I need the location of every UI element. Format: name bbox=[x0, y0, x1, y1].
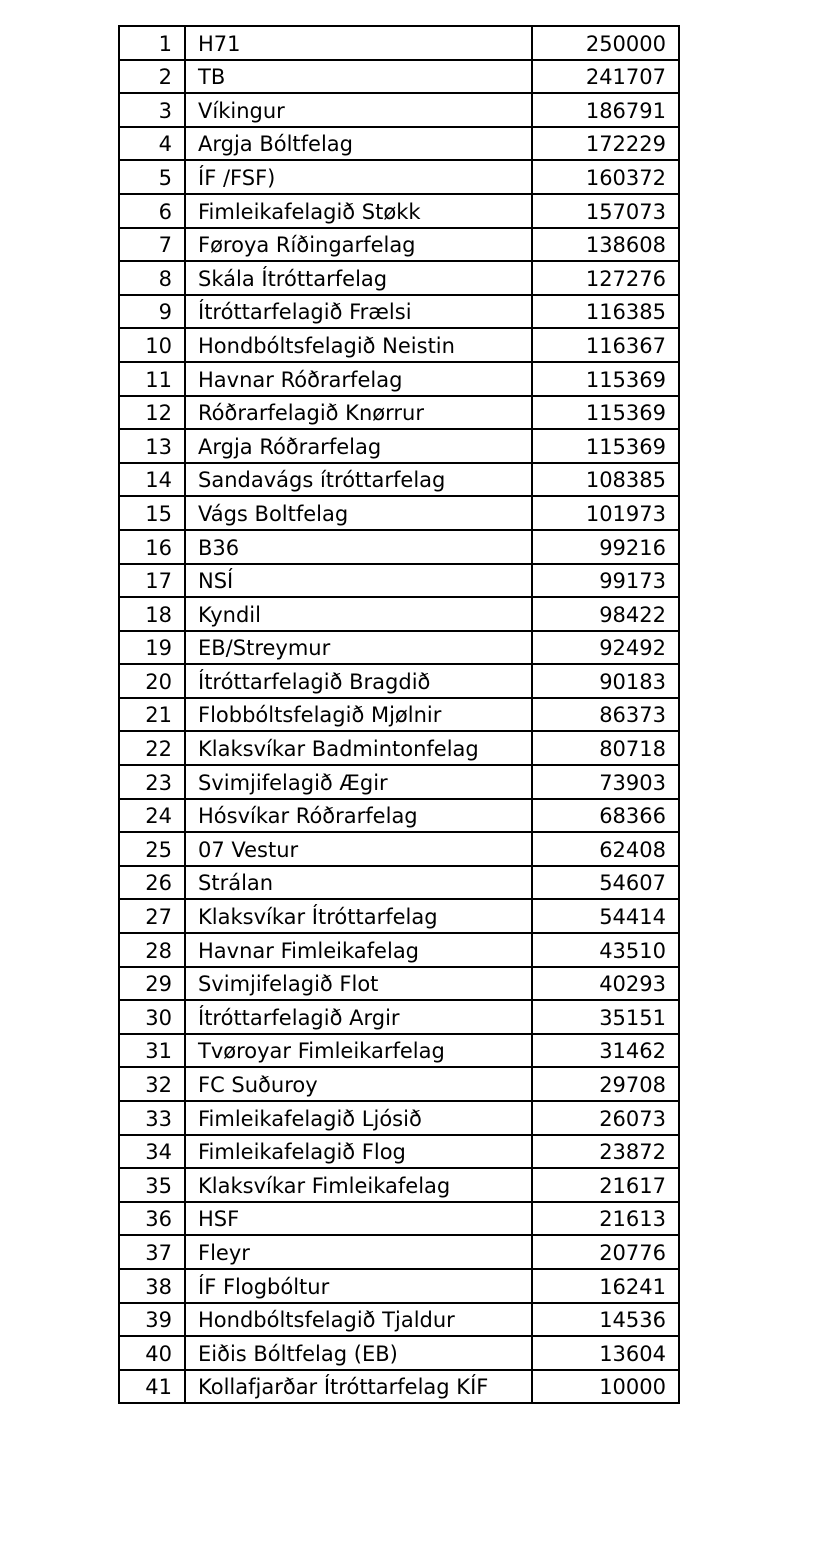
rank-cell bbox=[119, 765, 185, 799]
table-row bbox=[119, 1000, 679, 1034]
amount-cell-text: 73903 bbox=[599, 770, 666, 795]
amount-cell bbox=[532, 429, 679, 463]
table-row bbox=[119, 933, 679, 967]
club-name-cell-text: Vágs Boltfelag bbox=[198, 501, 349, 526]
amount-cell bbox=[532, 328, 679, 362]
rank-cell bbox=[119, 631, 185, 665]
club-name-cell-text: Kollafjarðar Ítróttarfelag KÍF bbox=[198, 1375, 489, 1400]
amount-cell bbox=[532, 1370, 679, 1404]
amount-cell-text: 241707 bbox=[585, 65, 666, 90]
table-row bbox=[119, 564, 679, 598]
club-name-cell bbox=[185, 1000, 532, 1034]
amount-cell-text: 68366 bbox=[599, 804, 666, 829]
rank-cell bbox=[119, 899, 185, 933]
club-name-cell bbox=[185, 698, 532, 732]
club-name-cell bbox=[185, 194, 532, 228]
rank-cell bbox=[119, 1370, 185, 1404]
club-name-cell bbox=[185, 1336, 532, 1370]
rank-cell-text: 6 bbox=[158, 199, 172, 224]
amount-cell-text: 99216 bbox=[599, 535, 666, 560]
rank-cell bbox=[119, 1067, 185, 1101]
club-name-cell bbox=[185, 866, 532, 900]
rank-cell-text: 27 bbox=[145, 905, 172, 930]
table-row bbox=[119, 93, 679, 127]
table-body bbox=[119, 26, 679, 1403]
amount-cell bbox=[532, 60, 679, 94]
rank-cell bbox=[119, 295, 185, 329]
rank-cell-text: 41 bbox=[145, 1375, 172, 1400]
amount-cell bbox=[532, 295, 679, 329]
rank-cell bbox=[119, 1336, 185, 1370]
amount-cell-text: 14536 bbox=[599, 1308, 666, 1333]
amount-cell bbox=[532, 564, 679, 598]
amount-cell bbox=[532, 228, 679, 262]
rank-cell bbox=[119, 731, 185, 765]
amount-cell-text: 54607 bbox=[599, 871, 666, 896]
amount-cell-text: 31462 bbox=[599, 1039, 666, 1064]
amount-cell-text: 26073 bbox=[599, 1106, 666, 1131]
club-name-cell bbox=[185, 765, 532, 799]
rank-cell bbox=[119, 564, 185, 598]
amount-cell bbox=[532, 664, 679, 698]
rank-cell bbox=[119, 1135, 185, 1169]
amount-cell bbox=[532, 1034, 679, 1068]
table-row bbox=[119, 1135, 679, 1169]
club-name-cell bbox=[185, 60, 532, 94]
club-name-cell-text: Kyndil bbox=[198, 602, 261, 627]
table-row bbox=[119, 362, 679, 396]
rank-cell-text: 36 bbox=[145, 1207, 172, 1232]
club-name-cell-text: Fimleikafelagið Støkk bbox=[198, 199, 421, 224]
rank-cell bbox=[119, 664, 185, 698]
amount-cell bbox=[532, 1336, 679, 1370]
table-row bbox=[119, 664, 679, 698]
table-row bbox=[119, 731, 679, 765]
club-name-cell-text: Føroya Ríðingarfelag bbox=[198, 233, 416, 258]
amount-cell bbox=[532, 261, 679, 295]
club-name-cell-text: Flobbóltsfelagið Mjølnir bbox=[198, 703, 442, 728]
amount-cell-text: 92492 bbox=[599, 636, 666, 661]
club-name-cell bbox=[185, 1269, 532, 1303]
club-name-cell bbox=[185, 530, 532, 564]
club-name-cell-text: Sandavágs ítróttarfelag bbox=[198, 468, 446, 493]
club-name-cell-text: Róðrarfelagið Knørrur bbox=[198, 401, 424, 426]
table-row bbox=[119, 228, 679, 262]
table-row bbox=[119, 1235, 679, 1269]
table-row bbox=[119, 396, 679, 430]
rank-cell-text: 22 bbox=[145, 737, 172, 762]
amount-cell-text: 54414 bbox=[599, 905, 666, 930]
amount-cell bbox=[532, 967, 679, 1001]
rank-cell bbox=[119, 362, 185, 396]
table-row bbox=[119, 160, 679, 194]
table-row bbox=[119, 1034, 679, 1068]
amount-cell bbox=[532, 631, 679, 665]
rank-cell bbox=[119, 832, 185, 866]
rank-cell-text: 38 bbox=[145, 1274, 172, 1299]
amount-cell bbox=[532, 463, 679, 497]
club-name-cell-text: H71 bbox=[198, 31, 241, 56]
club-name-cell bbox=[185, 429, 532, 463]
amount-cell bbox=[532, 832, 679, 866]
club-name-cell bbox=[185, 1202, 532, 1236]
club-name-cell-text: Klaksvíkar Badmintonfelag bbox=[198, 737, 479, 762]
club-name-cell-text: B36 bbox=[198, 535, 240, 560]
amount-cell bbox=[532, 1202, 679, 1236]
club-ranking-table bbox=[118, 25, 680, 1404]
table-row bbox=[119, 1067, 679, 1101]
club-name-cell-text: Hondbóltsfelagið Tjaldur bbox=[198, 1308, 455, 1333]
table-row bbox=[119, 1370, 679, 1404]
club-name-cell bbox=[185, 496, 532, 530]
table-row bbox=[119, 194, 679, 228]
club-name-cell-text: Tvøroyar Fimleikarfelag bbox=[198, 1039, 445, 1064]
rank-cell-text: 37 bbox=[145, 1240, 172, 1265]
amount-cell-text: 21613 bbox=[599, 1207, 666, 1232]
amount-cell-text: 21617 bbox=[599, 1173, 666, 1198]
table-row bbox=[119, 765, 679, 799]
amount-cell bbox=[532, 496, 679, 530]
club-name-cell bbox=[185, 463, 532, 497]
rank-cell bbox=[119, 1168, 185, 1202]
amount-cell-text: 115369 bbox=[585, 401, 666, 426]
rank-cell-text: 16 bbox=[145, 535, 172, 560]
club-name-cell bbox=[185, 967, 532, 1001]
amount-cell bbox=[532, 765, 679, 799]
club-name-cell-text: 07 Vestur bbox=[198, 837, 299, 862]
club-name-cell-text: TB bbox=[198, 65, 226, 90]
club-ranking-table-container bbox=[118, 25, 678, 1404]
rank-cell bbox=[119, 127, 185, 161]
table-row bbox=[119, 1101, 679, 1135]
amount-cell-text: 90183 bbox=[599, 669, 666, 694]
club-name-cell-text: Svimjifelagið Ægir bbox=[198, 770, 388, 795]
club-name-cell-text: Argja Róðrarfelag bbox=[198, 434, 382, 459]
amount-cell bbox=[532, 1000, 679, 1034]
rank-cell bbox=[119, 60, 185, 94]
rank-cell-text: 3 bbox=[158, 98, 172, 123]
club-name-cell-text: EB/Streymur bbox=[198, 636, 331, 661]
amount-cell bbox=[532, 396, 679, 430]
amount-cell-text: 99173 bbox=[599, 569, 666, 594]
rank-cell-text: 35 bbox=[145, 1173, 172, 1198]
club-name-cell-text: FC Suðuroy bbox=[198, 1073, 318, 1097]
amount-cell bbox=[532, 698, 679, 732]
amount-cell bbox=[532, 1168, 679, 1202]
table-row bbox=[119, 463, 679, 497]
amount-cell bbox=[532, 93, 679, 127]
rank-cell-text: 30 bbox=[145, 1005, 172, 1030]
table-row bbox=[119, 799, 679, 833]
amount-cell bbox=[532, 866, 679, 900]
amount-cell bbox=[532, 597, 679, 631]
club-name-cell-text: Hósvíkar Róðrarfelag bbox=[198, 804, 418, 829]
club-name-cell bbox=[185, 228, 532, 262]
rank-cell-text: 13 bbox=[145, 434, 172, 459]
rank-cell bbox=[119, 1235, 185, 1269]
club-name-cell-text: Ítróttarfelagið Argir bbox=[198, 1005, 400, 1030]
rank-cell-text: 19 bbox=[145, 636, 172, 661]
amount-cell-text: 35151 bbox=[599, 1005, 666, 1030]
rank-cell-text: 28 bbox=[145, 938, 172, 963]
club-name-cell bbox=[185, 261, 532, 295]
club-name-cell bbox=[185, 160, 532, 194]
rank-cell bbox=[119, 933, 185, 967]
rank-cell-text: 29 bbox=[145, 972, 172, 997]
rank-cell bbox=[119, 228, 185, 262]
club-name-cell-text: ÍF Flogbóltur bbox=[198, 1274, 330, 1299]
rank-cell bbox=[119, 261, 185, 295]
rank-cell bbox=[119, 463, 185, 497]
rank-cell-text: 17 bbox=[145, 569, 172, 594]
amount-cell-text: 250000 bbox=[585, 31, 666, 56]
club-name-cell-text: Fimleikafelagið Ljósið bbox=[198, 1106, 422, 1131]
rank-cell-text: 39 bbox=[145, 1308, 172, 1333]
club-name-cell bbox=[185, 1101, 532, 1135]
rank-cell bbox=[119, 429, 185, 463]
amount-cell-text: 29708 bbox=[599, 1073, 666, 1097]
club-name-cell bbox=[185, 933, 532, 967]
rank-cell bbox=[119, 1303, 185, 1337]
club-name-cell-text: Skála Ítróttarfelag bbox=[198, 266, 388, 291]
table-row bbox=[119, 496, 679, 530]
rank-cell-text: 14 bbox=[145, 468, 172, 493]
table-row bbox=[119, 866, 679, 900]
amount-cell bbox=[532, 530, 679, 564]
amount-cell bbox=[532, 1269, 679, 1303]
amount-cell-text: 186791 bbox=[585, 98, 666, 123]
amount-cell-text: 98422 bbox=[599, 602, 666, 627]
amount-cell-text: 16241 bbox=[599, 1274, 666, 1299]
club-name-cell bbox=[185, 1370, 532, 1404]
rank-cell bbox=[119, 967, 185, 1001]
club-name-cell bbox=[185, 1303, 532, 1337]
amount-cell-text: 116367 bbox=[585, 333, 666, 358]
amount-cell bbox=[532, 1101, 679, 1135]
rank-cell-text: 11 bbox=[145, 367, 172, 392]
club-name-cell bbox=[185, 664, 532, 698]
table-row bbox=[119, 967, 679, 1001]
rank-cell-text: 5 bbox=[158, 165, 172, 190]
amount-cell bbox=[532, 1067, 679, 1101]
club-name-cell bbox=[185, 832, 532, 866]
rank-cell-text: 23 bbox=[145, 770, 172, 795]
amount-cell bbox=[532, 127, 679, 161]
club-name-cell-text: Havnar Fimleikafelag bbox=[198, 938, 420, 963]
table-row bbox=[119, 1168, 679, 1202]
rank-cell-text: 33 bbox=[145, 1106, 172, 1131]
table-row bbox=[119, 597, 679, 631]
club-name-cell bbox=[185, 899, 532, 933]
rank-cell bbox=[119, 866, 185, 900]
amount-cell-text: 108385 bbox=[585, 468, 666, 493]
amount-cell-text: 86373 bbox=[599, 703, 666, 728]
amount-cell-text: 160372 bbox=[585, 165, 666, 190]
club-name-cell bbox=[185, 1135, 532, 1169]
rank-cell-text: 31 bbox=[145, 1039, 172, 1064]
rank-cell-text: 32 bbox=[145, 1073, 172, 1097]
club-name-cell bbox=[185, 1235, 532, 1269]
table-row bbox=[119, 26, 679, 60]
amount-cell bbox=[532, 160, 679, 194]
rank-cell-text: 34 bbox=[145, 1140, 172, 1165]
club-name-cell bbox=[185, 631, 532, 665]
rank-cell-text: 8 bbox=[158, 266, 172, 291]
amount-cell bbox=[532, 194, 679, 228]
table-row bbox=[119, 631, 679, 665]
club-name-cell-text: Víkingur bbox=[198, 98, 285, 123]
club-name-cell bbox=[185, 731, 532, 765]
amount-cell-text: 116385 bbox=[585, 300, 666, 325]
amount-cell bbox=[532, 26, 679, 60]
club-name-cell-text: Fleyr bbox=[198, 1240, 250, 1265]
rank-cell bbox=[119, 1101, 185, 1135]
club-name-cell-text: Ítróttarfelagið Bragdið bbox=[198, 669, 431, 694]
rank-cell-text: 21 bbox=[145, 703, 172, 728]
rank-cell-text: 18 bbox=[145, 602, 172, 627]
rank-cell bbox=[119, 1269, 185, 1303]
amount-cell-text: 115369 bbox=[585, 367, 666, 392]
table-row bbox=[119, 698, 679, 732]
rank-cell bbox=[119, 1202, 185, 1236]
rank-cell bbox=[119, 160, 185, 194]
rank-cell bbox=[119, 496, 185, 530]
table-row bbox=[119, 60, 679, 94]
club-name-cell bbox=[185, 93, 532, 127]
amount-cell-text: 23872 bbox=[599, 1140, 666, 1165]
club-name-cell bbox=[185, 362, 532, 396]
amount-cell-text: 157073 bbox=[585, 199, 666, 224]
club-name-cell-text: HSF bbox=[198, 1207, 240, 1232]
rank-cell bbox=[119, 799, 185, 833]
club-name-cell-text: Fimleikafelagið Flog bbox=[198, 1140, 406, 1165]
amount-cell bbox=[532, 362, 679, 396]
amount-cell bbox=[532, 799, 679, 833]
table-row bbox=[119, 1269, 679, 1303]
amount-cell-text: 62408 bbox=[599, 837, 666, 862]
rank-cell-text: 15 bbox=[145, 501, 172, 526]
rank-cell-text: 4 bbox=[158, 132, 172, 157]
table-row bbox=[119, 1303, 679, 1337]
amount-cell-text: 43510 bbox=[599, 938, 666, 963]
club-name-cell-text: Ítróttarfelagið Frælsi bbox=[198, 300, 412, 325]
table-row bbox=[119, 261, 679, 295]
amount-cell bbox=[532, 933, 679, 967]
club-name-cell-text: Klaksvíkar Fimleikafelag bbox=[198, 1173, 451, 1198]
rank-cell bbox=[119, 1034, 185, 1068]
rank-cell bbox=[119, 194, 185, 228]
club-name-cell-text: Havnar Róðrarfelag bbox=[198, 367, 403, 392]
rank-cell bbox=[119, 597, 185, 631]
rank-cell-text: 1 bbox=[158, 31, 172, 56]
amount-cell bbox=[532, 1235, 679, 1269]
club-name-cell bbox=[185, 26, 532, 60]
club-name-cell-text: Strálan bbox=[198, 871, 274, 896]
rank-cell bbox=[119, 698, 185, 732]
table-row bbox=[119, 429, 679, 463]
amount-cell-text: 101973 bbox=[585, 501, 666, 526]
rank-cell bbox=[119, 93, 185, 127]
club-name-cell bbox=[185, 396, 532, 430]
amount-cell-text: 10000 bbox=[599, 1375, 666, 1400]
club-name-cell bbox=[185, 328, 532, 362]
amount-cell bbox=[532, 1303, 679, 1337]
rank-cell bbox=[119, 396, 185, 430]
club-name-cell bbox=[185, 295, 532, 329]
club-name-cell-text: NSÍ bbox=[198, 569, 234, 594]
club-name-cell bbox=[185, 127, 532, 161]
club-name-cell bbox=[185, 597, 532, 631]
rank-cell-text: 26 bbox=[145, 871, 172, 896]
rank-cell bbox=[119, 26, 185, 60]
rank-cell-text: 12 bbox=[145, 401, 172, 426]
rank-cell-text: 20 bbox=[145, 669, 172, 694]
rank-cell bbox=[119, 328, 185, 362]
rank-cell-text: 25 bbox=[145, 837, 172, 862]
rank-cell-text: 9 bbox=[158, 300, 172, 325]
rank-cell-text: 10 bbox=[145, 333, 172, 358]
club-name-cell-text: Eiðis Bóltfelag (EB) bbox=[198, 1341, 398, 1366]
amount-cell-text: 127276 bbox=[585, 266, 666, 291]
amount-cell-text: 20776 bbox=[599, 1240, 666, 1265]
amount-cell-text: 115369 bbox=[585, 434, 666, 459]
club-name-cell-text: Hondbóltsfelagið Neistin bbox=[198, 333, 455, 358]
amount-cell bbox=[532, 1135, 679, 1169]
club-name-cell bbox=[185, 1034, 532, 1068]
club-name-cell-text: Argja Bóltfelag bbox=[198, 132, 354, 157]
rank-cell bbox=[119, 1000, 185, 1034]
table-row bbox=[119, 832, 679, 866]
rank-cell-text: 2 bbox=[158, 65, 172, 90]
table-row bbox=[119, 295, 679, 329]
rank-cell-text: 7 bbox=[158, 233, 172, 258]
table-row bbox=[119, 530, 679, 564]
table-row bbox=[119, 899, 679, 933]
club-name-cell bbox=[185, 1168, 532, 1202]
club-name-cell-text: Klaksvíkar Ítróttarfelag bbox=[198, 905, 438, 930]
rank-cell-text: 24 bbox=[145, 804, 172, 829]
amount-cell-text: 40293 bbox=[599, 972, 666, 997]
club-name-cell-text: Svimjifelagið Flot bbox=[198, 972, 379, 997]
rank-cell-text: 40 bbox=[145, 1341, 172, 1366]
amount-cell bbox=[532, 899, 679, 933]
amount-cell bbox=[532, 731, 679, 765]
amount-cell-text: 80718 bbox=[599, 737, 666, 762]
amount-cell-text: 13604 bbox=[599, 1341, 666, 1366]
rank-cell bbox=[119, 530, 185, 564]
club-name-cell bbox=[185, 1067, 532, 1101]
club-name-cell bbox=[185, 799, 532, 833]
amount-cell-text: 138608 bbox=[585, 233, 666, 258]
club-name-cell-text: ÍF /FSF) bbox=[198, 165, 276, 190]
amount-cell-text: 172229 bbox=[585, 132, 666, 157]
table-row bbox=[119, 328, 679, 362]
club-name-cell bbox=[185, 564, 532, 598]
table-row bbox=[119, 1202, 679, 1236]
table-row bbox=[119, 127, 679, 161]
table-row bbox=[119, 1336, 679, 1370]
